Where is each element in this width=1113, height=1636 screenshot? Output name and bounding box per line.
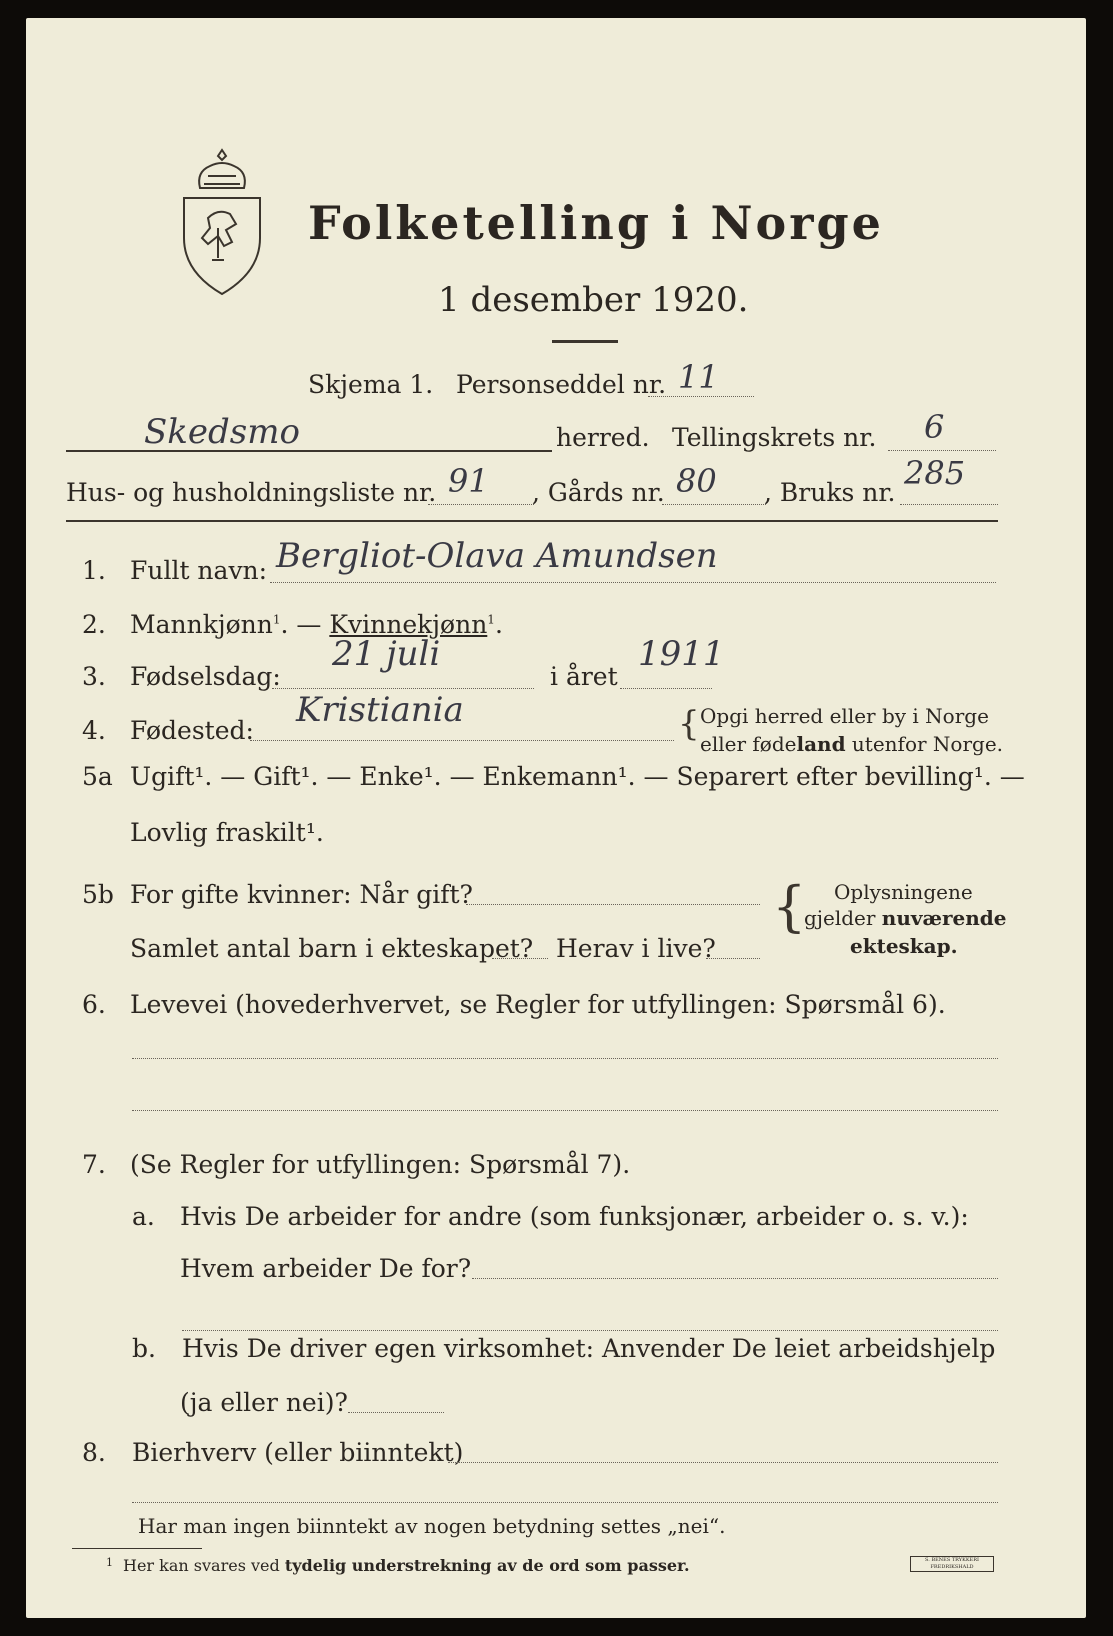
q2-male[interactable]: Mannkjønn [130, 610, 273, 639]
printer-stamp: S. BENES TRYKKERI FREDRIKSHALD [910, 1556, 994, 1572]
q2-end: . [494, 610, 503, 639]
q5b-children-line [492, 958, 548, 959]
q3-year-line [620, 688, 712, 689]
q7b-number: b. [132, 1334, 156, 1363]
q4-brace: { [678, 704, 700, 744]
q7a-line2: Hvem arbeider De for? [180, 1254, 472, 1283]
q3-line [272, 688, 534, 689]
q5b-note-line3: ekteskap. [850, 934, 958, 958]
q5b-number: 5b [82, 880, 114, 909]
q3-label: Fødselsdag: [130, 662, 281, 691]
q1-full-name[interactable]: Bergliot-Olava Amundsen [276, 536, 718, 576]
q2-separator: . — [280, 610, 330, 639]
q6-label: Levevei (hovederhvervet, se Regler for utfyllingen: Spørsmål 6). [130, 990, 946, 1019]
q8-label: Bierhverv (eller biinntekt) [132, 1438, 464, 1467]
q7-label: (Se Regler for utfyllingen: Spørsmål 7). [130, 1150, 631, 1179]
q1-number: 1. [82, 556, 106, 585]
bruks-line [900, 504, 998, 505]
husliste-line [428, 504, 534, 505]
q6-line2 [132, 1110, 998, 1111]
q5b-alive-line [706, 958, 760, 959]
gards-value[interactable]: 80 [676, 462, 717, 500]
q2-number: 2. [82, 610, 106, 639]
skjema-label: Skjema 1. [308, 370, 434, 399]
q4-note-line2: eller fødeland utenfor Norge. [700, 732, 1004, 756]
q5a-number: 5a [82, 762, 113, 791]
personseddel-value[interactable]: 11 [678, 358, 719, 396]
q7b-answer-line [348, 1412, 444, 1413]
gards-label: , Gårds nr. [532, 478, 665, 507]
q5b-note-line2: gjelder nuværende [804, 906, 1007, 930]
herred-line [66, 450, 552, 452]
personseddel-label: Personseddel nr. [456, 370, 667, 399]
tellingskrets-value[interactable]: 6 [924, 408, 945, 446]
q7b-line2: (ja eller nei)? [180, 1388, 348, 1417]
q3-birthday[interactable]: 21 juli [332, 634, 441, 674]
q7a-number: a. [132, 1202, 155, 1231]
tellingskrets-line [888, 450, 996, 451]
personseddel-line [648, 396, 754, 397]
q4-note-line1: Opgi herred eller by i Norge [700, 704, 989, 728]
form-title: Folketelling i Norge [308, 196, 884, 250]
herred-label: herred. [556, 423, 650, 452]
q5b-brace: { [772, 875, 807, 938]
tellingskrets-label: Tellingskrets nr. [672, 423, 877, 452]
q7a-answer-line1 [472, 1278, 998, 1279]
q8-line2 [132, 1502, 998, 1503]
q5a-options-cont[interactable]: Lovlig fraskilt¹. [130, 818, 324, 847]
q4-number: 4. [82, 716, 106, 745]
q7-number: 7. [82, 1150, 106, 1179]
q6-line1 [132, 1058, 998, 1059]
q5b-note-line1: Oplysningene [834, 880, 973, 904]
q4-label: Fødested: [130, 716, 254, 745]
q3-year-label: i året [550, 662, 618, 691]
gards-line [662, 504, 766, 505]
census-form [26, 18, 1086, 1618]
q5a-options[interactable]: Ugift¹. — Gift¹. — Enke¹. — Enkemann¹. — Separert efter bevilling¹. — [130, 762, 1025, 791]
q2-sex: Mannkjønn$^1$. — Kvinnekjønn$^1$. [130, 610, 503, 639]
q1-line [270, 582, 996, 583]
q6-number: 6. [82, 990, 106, 1019]
q3-number: 3. [82, 662, 106, 691]
q7a-line1: Hvis De arbeider for andre (som funksjonær, arbeider o. s. v.): [180, 1202, 969, 1231]
footnote-rule [72, 1548, 202, 1549]
q5b-married-line [466, 904, 760, 905]
census-date: 1 desember 1920. [438, 280, 749, 320]
q4-line [250, 740, 674, 741]
q7b-line1: Hvis De driver egen virksomhet: Anvender De leiet arbeidshjelp [182, 1334, 996, 1363]
coat-of-arms-icon [178, 148, 266, 298]
q1-label: Fullt navn: [130, 556, 268, 585]
husliste-value[interactable]: 91 [448, 462, 489, 500]
q2-female[interactable]: Kvinnekjønn [329, 610, 488, 639]
nei-note: Har man ingen biinntekt av nogen betydning settes „nei“. [138, 1514, 726, 1538]
q5b-married-label: For gifte kvinner: Når gift? [130, 880, 473, 909]
footnote: $^1$ Her kan svares ved tydelig understrekning av de ord som passer. [106, 1556, 690, 1575]
title-divider [552, 340, 618, 343]
q8-number: 8. [82, 1438, 106, 1467]
q5b-children-label: Samlet antal barn i ekteskapet? [130, 934, 534, 963]
q8-line1 [448, 1462, 998, 1463]
q5b-alive-label: Herav i live? [556, 934, 716, 963]
bruks-value[interactable]: 285 [904, 454, 966, 492]
q4-birthplace[interactable]: Kristiania [296, 690, 464, 730]
herred-value[interactable]: Skedsmo [144, 412, 300, 452]
footnote-mark: 1 [106, 1556, 113, 1569]
header-divider [66, 520, 998, 522]
q7a-answer-line2 [182, 1330, 998, 1331]
husliste-label: Hus- og husholdningsliste nr. [66, 478, 437, 507]
q3-birth-year[interactable]: 1911 [638, 634, 725, 674]
bruks-label: , Bruks nr. [764, 478, 896, 507]
